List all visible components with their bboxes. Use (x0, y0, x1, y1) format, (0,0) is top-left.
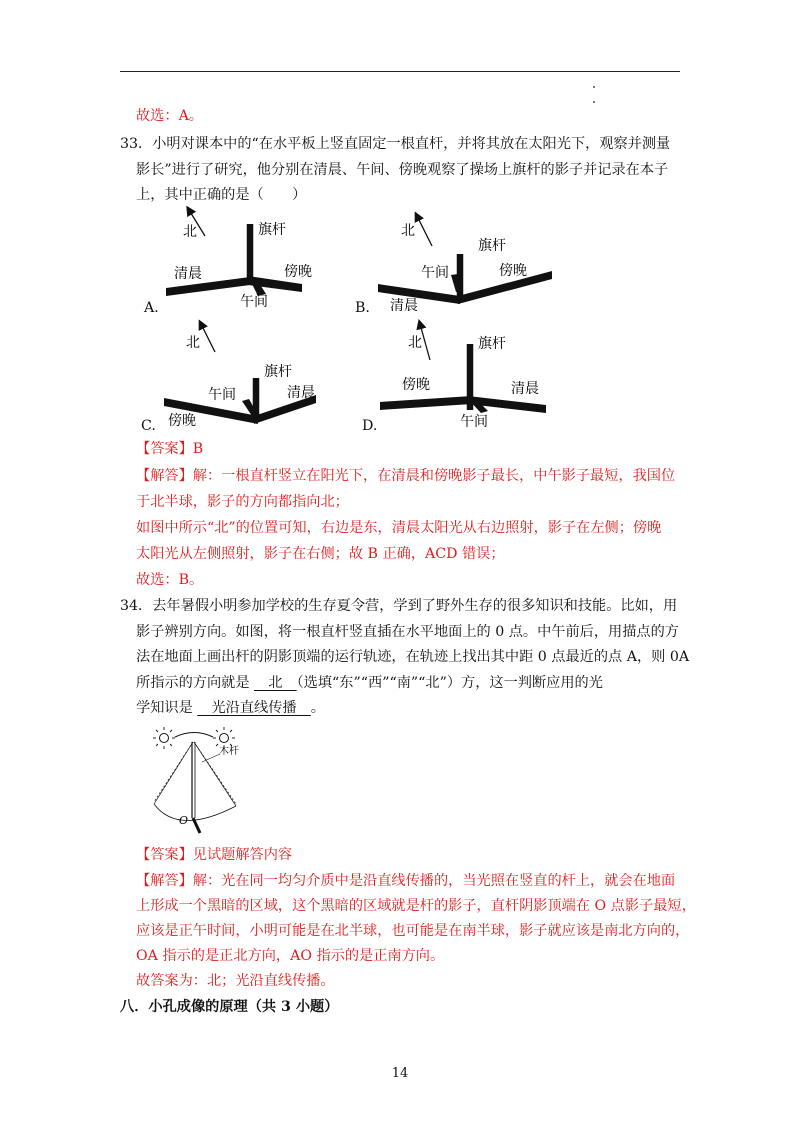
q33-analysis-line-4: 太阳光从左侧照射，影子在右侧；故 B 正确，ACD 错误； (136, 546, 505, 562)
noon-label: 午间 (240, 294, 268, 310)
q34-stem-line-1: 34．去年暑假小明参加学校的生存夏令营，学到了野外生存的很多知识和技能。比如，用 (120, 598, 678, 614)
analysis-label: 【解答】 (136, 873, 193, 889)
q34-analysis-line-3: 应该是正午时间，小明可能是在北半球，也可能是在南半球，影子就应该是南北方向的， (136, 923, 690, 939)
q33-option-b-diagram (378, 216, 552, 314)
north-label: 北 (408, 335, 422, 351)
analysis-text: 解：一根直杆竖立在阳光下，在清晨和傍晚影子最长，中午影子最短，我国位 (192, 468, 676, 484)
morning-label: 清晨 (390, 298, 418, 314)
answer-label: 【答案】 (136, 847, 193, 863)
pole-label: 旗杆 (264, 364, 292, 380)
q34-analysis-line-1 (136, 871, 675, 891)
evening-label: 傍晚 (402, 377, 430, 393)
answer-value: B (192, 441, 204, 457)
q34-figure (148, 722, 278, 838)
morning-label: 清晨 (174, 266, 202, 282)
q34-stem-line-3: 法在地面上画出杆的阴影顶端的运行轨迹，在轨迹上找出其中距 0 点最近的点 A，则 0A (136, 649, 690, 665)
section-8-title: 八．小孔成像的原理（共 3 小题） (120, 999, 339, 1015)
q33-option-d: D. (362, 418, 378, 434)
q34-analysis-line-4: OA 指示的是正北方向，AO 指示的是正南方向。 (136, 948, 445, 964)
noon-label: 午间 (460, 414, 488, 430)
pole-label: 旗杆 (258, 222, 286, 238)
q34-stem-line-5 (136, 698, 325, 718)
q34-blank-2: 光沿直线传播 (197, 700, 311, 716)
q34-line4-suffix: （选填“东”“西”“南”“北”）方，这一判断应用的光 (296, 675, 603, 691)
q33-figures (0, 0, 800, 440)
morning-label: 清晨 (511, 381, 539, 397)
analysis-label: 【解答】 (136, 468, 193, 484)
q33-option-a-diagram (166, 210, 312, 310)
q34-answer (136, 845, 292, 865)
north-label: 北 (183, 224, 197, 240)
noon-label: 午间 (421, 265, 449, 281)
q34-line4-prefix: 所指示的方向就是 (136, 675, 255, 691)
q33-option-b: B. (355, 300, 370, 316)
q34-stem-line-4 (136, 673, 603, 693)
q33-option-d-diagram (380, 324, 546, 430)
morning-label: 清晨 (287, 385, 315, 401)
answer-label: 【答案】 (136, 441, 193, 457)
pole-label: 旗杆 (478, 336, 506, 352)
q34-line5-prefix: 学知识是 (136, 700, 198, 716)
evening-label: 傍晚 (499, 263, 527, 279)
pole-label: 木杆 (219, 746, 239, 757)
pole-label: 旗杆 (478, 238, 506, 254)
q34-analysis-line-2: 上形成一个黑暗的区域，这个黑暗的区域就是杆的影子，直杆阴影顶端在 O 点影子最短， (136, 898, 696, 914)
q33-stem-line-2: 影长”进行了研究，他分别在清晨、午间、傍晚观察了操场上旗杆的影子并记录在本子 (136, 162, 669, 178)
q34-blank-1: 北 (254, 675, 297, 691)
q34-stem-line-2: 影子辨别方向。如图，将一根直杆竖直插在水平地面上的 0 点。中午前后，用描点的方 (136, 624, 679, 640)
answer-value: 见试题解答内容 (192, 847, 293, 863)
q33-option-a: A. (144, 300, 159, 316)
q33-conclusion: 故选：B。 (136, 572, 204, 588)
q33-analysis-line-2: 于北半球，影子的方向都指向北； (136, 494, 349, 510)
sun-path-arc (175, 733, 213, 738)
q32-conclusion: 故选：A。 (136, 108, 203, 124)
evening-label: 傍晚 (284, 264, 312, 280)
q34-conclusion: 故答案为：北；光沿直线传播。 (136, 973, 335, 989)
point-o-label: O (179, 814, 189, 827)
evening-label: 傍晚 (168, 413, 196, 429)
q33-stem-line-1: 33．小明对课本中的“在水平板上竖直固定一根直杆，并将其放在太阳光下，观察并测量 (120, 136, 671, 152)
analysis-text: 解：光在同一均匀介质中是沿直线传播的，当光照在竖直的杆上，就会在地面 (192, 873, 676, 889)
north-label: 北 (186, 335, 200, 351)
q33-stem-line-3: 上，其中正确的是（ ） (136, 187, 307, 203)
sun-icon (153, 727, 175, 749)
q33-analysis-line-3: 如图中所示“北”的位置可知，右边是东，清晨太阳光从右边照射，影子在左侧；傍晚 (136, 520, 662, 536)
page-number: 14 (391, 1066, 409, 1081)
q33-analysis-line-1 (136, 466, 675, 486)
q33-option-c: C. (141, 418, 156, 434)
north-label: 北 (401, 223, 415, 239)
q34-line5-suffix: 。 (310, 700, 325, 716)
q33-option-c-diagram (164, 324, 316, 429)
noon-label: 午间 (208, 387, 236, 403)
q33-answer (136, 439, 203, 459)
